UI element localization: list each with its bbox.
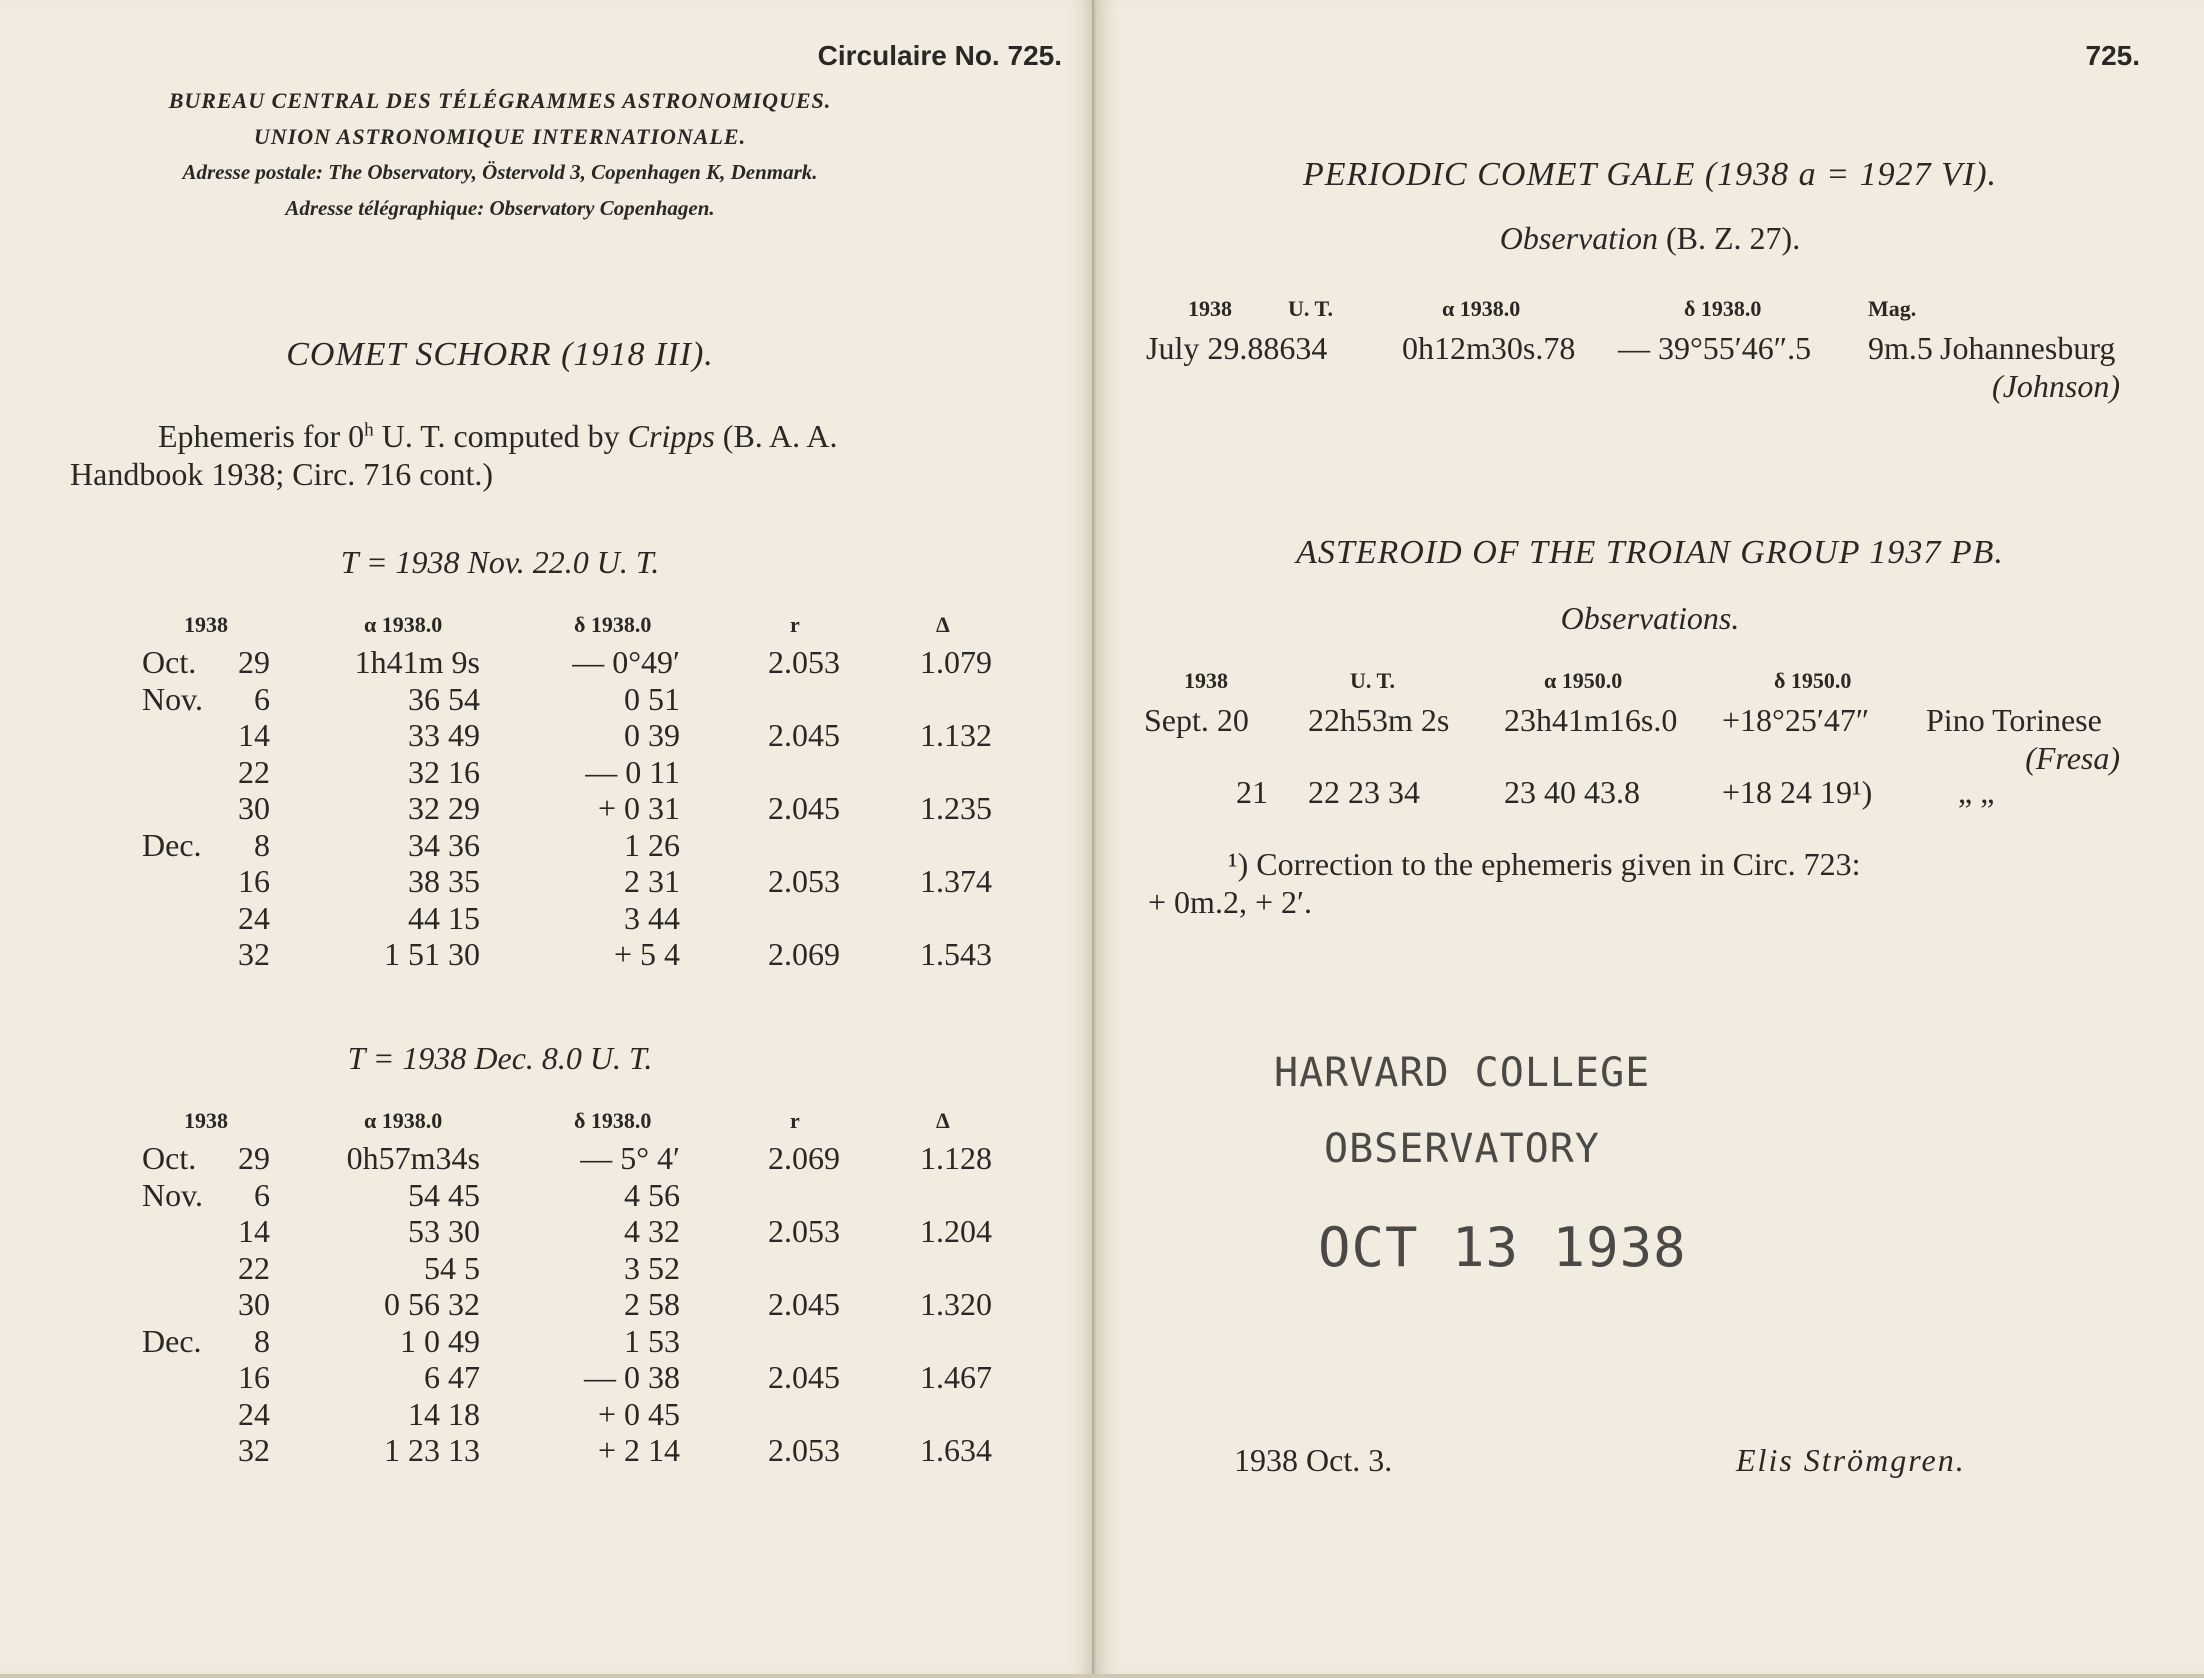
table1-row-r: 2.045 — [768, 790, 840, 826]
gale-date: July 29.88634 — [1146, 330, 1328, 366]
ast-row1-ut: 22h53m 2s — [1308, 702, 1450, 738]
table2-row-month: Oct. — [142, 1140, 197, 1176]
table2-row-ra: 0h57m34s — [346, 1140, 480, 1176]
table1-row-month: Oct. — [142, 644, 197, 680]
stamp-observatory: OBSERVATORY — [1324, 1126, 1600, 1172]
table1-row-ra: 38 35 — [408, 863, 480, 899]
table1-row-ra: 32 16 — [408, 753, 480, 790]
table2-row-dec: — 0 38 — [584, 1359, 680, 1395]
table1-col-r: r — [790, 612, 800, 637]
table2-row-dec: 3 52 — [624, 1249, 680, 1286]
table1-row-ra: 34 36 — [408, 826, 480, 863]
union-header: UNION ASTRONOMIQUE INTERNATIONALE. — [253, 124, 747, 149]
table2-row-ra: 53 30 — [408, 1213, 480, 1249]
gale-col-year: 1938 — [1188, 296, 1232, 321]
ast-row2-date: 21 — [1236, 774, 1268, 810]
table2-row-ra: 0 56 32 — [384, 1286, 480, 1322]
table2-row-dec: 4 32 — [624, 1213, 680, 1249]
table2-row-r: 2.053 — [768, 1213, 840, 1249]
postal-address: Adresse postale: The Observatory, Östervold 3, Copenhagen K, Denmark. — [182, 160, 818, 184]
table2-row-day: 14 — [238, 1213, 270, 1249]
issue-date: 1938 Oct. 3. — [1234, 1442, 1393, 1478]
table2-row-day: 22 — [238, 1249, 270, 1286]
table1-col-ra: α 1938.0 — [364, 612, 443, 637]
table2-row-delta: 1.467 — [920, 1359, 992, 1395]
table1-row-ra: 44 15 — [408, 899, 480, 936]
table1-row-dec: — 0°49′ — [572, 644, 680, 680]
ast-col-dec: δ 1950.0 — [1774, 668, 1852, 693]
table1-row-delta: 1.079 — [920, 644, 992, 680]
gale-place: Johannesburg — [1940, 330, 2116, 366]
table2-row-ra: 1 23 13 — [384, 1432, 480, 1468]
table1-row-delta: 1.543 — [920, 936, 992, 972]
table2-row-day: 8 — [254, 1322, 270, 1359]
table1-row-dec: 0 51 — [624, 680, 680, 717]
telegraphic-address: Adresse télégraphique: Observatory Copenhagen. — [285, 196, 715, 220]
table2-row-day: 6 — [254, 1176, 270, 1213]
table1-row-dec: + 0 31 — [597, 790, 680, 826]
table1-row-dec: + 5 4 — [613, 936, 680, 972]
table2-row-delta: 1.204 — [920, 1213, 992, 1249]
table2-row-ra: 54 5 — [424, 1249, 480, 1286]
table1-row-ra: 36 54 — [408, 680, 480, 717]
table2-row-dec: + 2 14 — [597, 1432, 680, 1468]
table2-row-day: 24 — [238, 1395, 270, 1432]
table2-row-delta: 1.634 — [920, 1432, 992, 1468]
section-title-schorr: COMET SCHORR (1918 III). — [286, 336, 714, 373]
table1-row-dec: 2 31 — [624, 863, 680, 899]
table2-row-dec: 2 58 — [624, 1286, 680, 1322]
table1-row-ra: 33 49 — [408, 717, 480, 753]
table2-title: T = 1938 Dec. 8.0 U. T. — [347, 1040, 653, 1076]
footnote-line-2: + 0m.2, + 2′. — [1148, 884, 1312, 920]
circular-number: Circulaire No. 725. — [817, 40, 1062, 71]
table1-row-r: 2.053 — [768, 863, 840, 899]
bureau-header: BUREAU CENTRAL DES TÉLÉGRAMMES ASTRONOMIQUES. — [168, 88, 832, 113]
footnote-line-1: ¹) Correction to the ephemeris given in Circ. 723: — [1228, 846, 1861, 882]
gale-mag: 9m.5 — [1868, 330, 1933, 366]
gale-observer: (Johnson) — [1992, 368, 2120, 404]
table2-row-day: 30 — [238, 1286, 270, 1322]
table1-row-ra: 32 29 — [408, 790, 480, 826]
left-page — [0, 0, 1094, 1674]
table1-row-delta: 1.235 — [920, 790, 992, 826]
table2-row-r: 2.069 — [768, 1140, 840, 1176]
stamp-harvard-college: HARVARD COLLEGE — [1274, 1050, 1651, 1096]
gale-col-dec: δ 1938.0 — [1684, 296, 1762, 321]
ast-row2-ra: 23 40 43.8 — [1504, 774, 1640, 810]
table2-row-day: 16 — [238, 1359, 270, 1395]
table1-row-ra: 1h41m 9s — [354, 644, 480, 680]
right-page — [1096, 0, 2204, 1674]
intro-line-1: Ephemeris for 0$^h$ U. T. computed by Cripps (B. A. A. — [158, 418, 838, 454]
table2-row-month: Nov. — [142, 1176, 204, 1213]
table1-row-day: 6 — [254, 680, 270, 717]
table2-row-ra: 1 0 49 — [400, 1322, 480, 1359]
intro-line-2: Handbook 1938; Circ. 716 cont.) — [70, 456, 494, 492]
table1-row-day: 22 — [238, 753, 270, 790]
ast-row2-place: „ „ — [1958, 774, 1995, 810]
table1-row-ra: 1 51 30 — [384, 936, 480, 972]
gale-col-ra: α 1938.0 — [1442, 296, 1521, 321]
table1-title: T = 1938 Nov. 22.0 U. T. — [340, 544, 660, 580]
table1-row-delta: 1.374 — [920, 863, 992, 899]
table1-col-dec: δ 1938.0 — [574, 612, 652, 637]
table2-col-delta: Δ — [936, 1108, 950, 1133]
table2-row-dec: 1 53 — [624, 1322, 680, 1359]
ast-row1-ra: 23h41m16s.0 — [1504, 702, 1678, 738]
ast-col-ut: U. T. — [1350, 668, 1396, 693]
table1-row-day: 30 — [238, 790, 270, 826]
gale-dec: — 39°55′46″.5 — [1618, 330, 1812, 366]
table2-row-dec: — 5° 4′ — [580, 1140, 680, 1176]
ast-row1-place: Pino Torinese — [1926, 702, 2102, 738]
gale-title: PERIODIC COMET GALE (1938 a = 1927 VI). — [1302, 156, 1998, 193]
table2-row-ra: 6 47 — [424, 1359, 480, 1395]
table1-row-r: 2.045 — [768, 717, 840, 753]
table1-row-dec: — 0 11 — [585, 753, 680, 790]
table1-row-dec: 1 26 — [624, 826, 680, 863]
ast-row2-ut: 22 23 34 — [1308, 774, 1420, 810]
gale-col-ut: U. T. — [1288, 296, 1334, 321]
gale-subtitle: Observation (B. Z. 27). — [1499, 220, 1801, 256]
gale-ra: 0h12m30s.78 — [1402, 330, 1576, 366]
table1-row-day: 29 — [238, 644, 270, 680]
table1-row-r: 2.053 — [768, 644, 840, 680]
asteroid-title: ASTEROID OF THE TROIAN GROUP 1937 PB. — [1296, 534, 2004, 571]
table1-row-day: 14 — [238, 717, 270, 753]
table2-col-year: 1938 — [184, 1108, 228, 1133]
table2-row-r: 2.053 — [768, 1432, 840, 1468]
page-number: 725. — [2085, 40, 2140, 71]
ast-row2-dec: +18 24 19¹) — [1722, 774, 1873, 810]
table2-row-r: 2.045 — [768, 1359, 840, 1395]
table2-col-ra: α 1938.0 — [364, 1108, 443, 1133]
table1-row-day: 8 — [254, 826, 270, 863]
table2-row-dec: 4 56 — [624, 1176, 680, 1213]
table1-row-dec: 0 39 — [624, 717, 680, 753]
stamp-date: OCT 13 1938 — [1318, 1216, 1687, 1279]
table1-col-year: 1938 — [184, 612, 228, 637]
table2-row-day: 29 — [238, 1140, 270, 1176]
table2-row-delta: 1.128 — [920, 1140, 992, 1176]
asteroid-subtitle: Observations. — [1560, 600, 1740, 636]
signature: Elis Strömgren. — [1736, 1442, 1966, 1478]
table2-row-r: 2.045 — [768, 1286, 840, 1322]
table1-row-day: 24 — [238, 899, 270, 936]
gale-col-mag: Mag. — [1868, 296, 1917, 321]
table1-col-delta: Δ — [936, 612, 950, 637]
table1-row-day: 16 — [238, 863, 270, 899]
ast-col-ra: α 1950.0 — [1544, 668, 1623, 693]
table1-row-r: 2.069 — [768, 936, 840, 972]
table2-row-month: Dec. — [142, 1322, 202, 1359]
ast-row1-dec: +18°25′47″ — [1722, 702, 1870, 738]
table2-row-day: 32 — [238, 1432, 270, 1468]
table2-col-dec: δ 1938.0 — [574, 1108, 652, 1133]
table1-row-month: Nov. — [142, 680, 204, 717]
ast-col-year: 1938 — [1184, 668, 1228, 693]
table1-row-day: 32 — [238, 936, 270, 972]
ast-row1-date: Sept. 20 — [1144, 702, 1249, 738]
table2-row-dec: + 0 45 — [597, 1395, 680, 1432]
ast-observer: (Fresa) — [2025, 740, 2120, 776]
table1-row-dec: 3 44 — [624, 899, 680, 936]
table1-row-delta: 1.132 — [920, 717, 992, 753]
table2-row-ra: 54 45 — [408, 1176, 480, 1213]
table2-col-r: r — [790, 1108, 800, 1133]
table1-row-month: Dec. — [142, 826, 202, 863]
table2-row-ra: 14 18 — [408, 1395, 480, 1432]
table2-row-delta: 1.320 — [920, 1286, 992, 1322]
